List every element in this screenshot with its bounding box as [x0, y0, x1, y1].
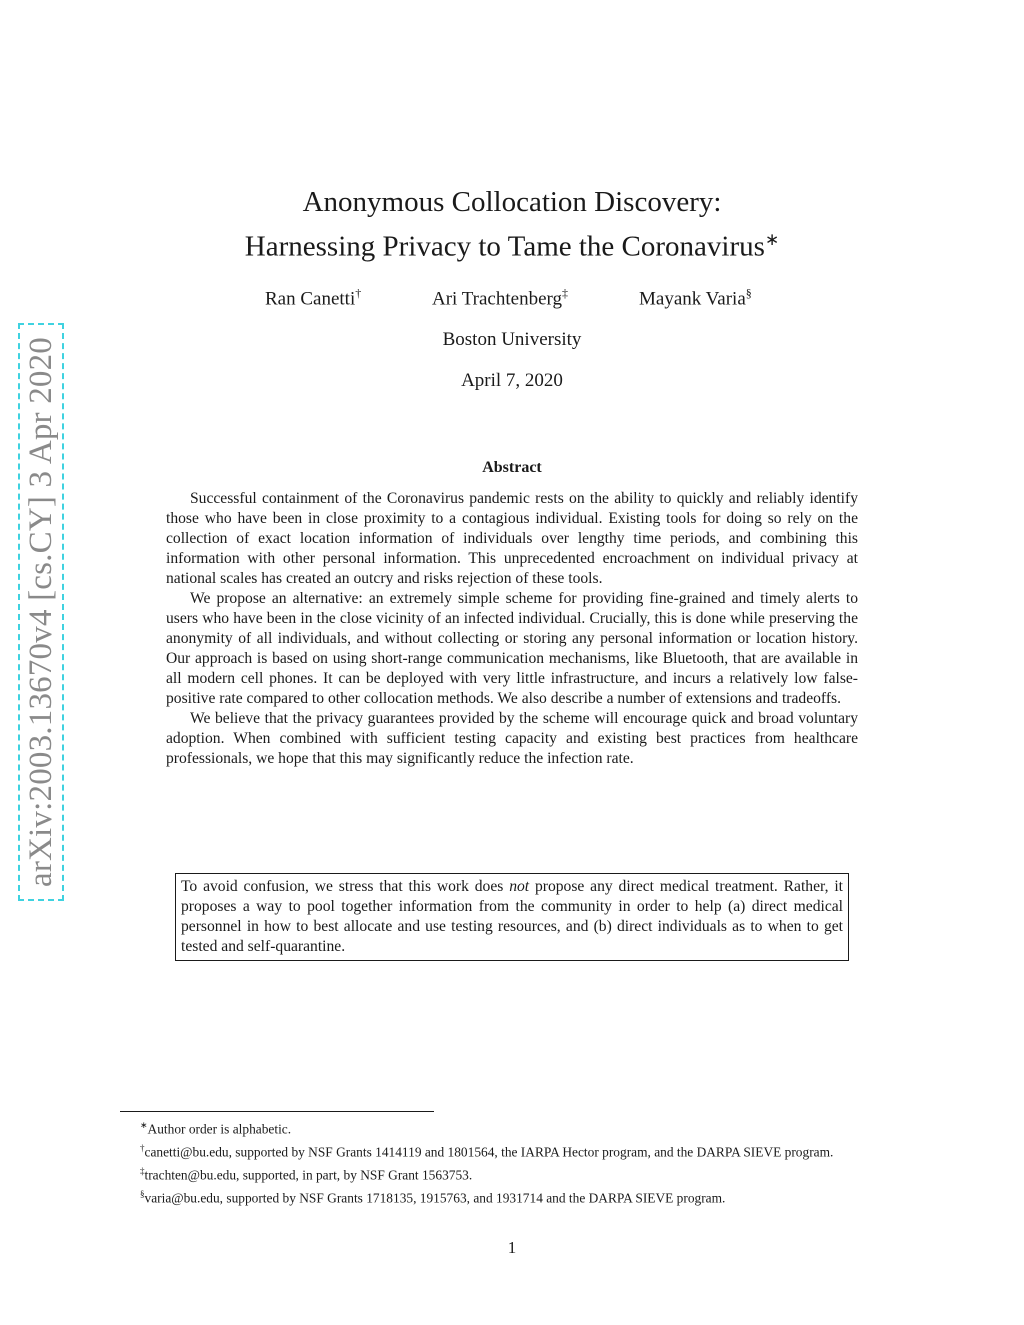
author-name: Ari Trachtenberg [432, 288, 562, 310]
publication-date: April 7, 2020 [461, 370, 563, 391]
title-line-2 [200, 221, 824, 266]
title-footnote-mark[interactable]: ∗ [764, 230, 780, 249]
footnote-text: varia@bu.edu, supported by NSF Grants 1718135, 1915763, and 1931714 and the DARPA SIEVE program. [144, 1190, 726, 1206]
disclaimer-text-before: To avoid confusion, we stress that this work does [181, 878, 510, 895]
affiliation: Boston University [442, 329, 582, 350]
disclaimer-emphasis: not [509, 878, 530, 895]
footnote-author-order [120, 1116, 904, 1139]
footnote-text: canetti@bu.edu, supported by NSF Grants 1414119 and 1801564, the IARPA Hector program, and the DARPA SIEVE program. [144, 1144, 834, 1160]
footnote-mark: § [140, 1188, 145, 1199]
page-number: 1 [507, 1238, 517, 1257]
author-trachtenberg [432, 281, 568, 311]
title-line-2-text: Harnessing Privacy to Tame the Coronavirus [244, 230, 765, 263]
footnotes [120, 1116, 904, 1208]
footnote-mark: ‡ [140, 1165, 145, 1176]
arxiv-identifier[interactable]: arXiv:2003.13670v4 [cs.CY] 3 Apr 2020 [23, 337, 59, 888]
abstract-heading: Abstract [482, 459, 542, 476]
footnote-text: Author order is alphabetic. [147, 1121, 292, 1137]
abstract-paragraph: We propose an alternative: an extremely simple scheme for providing fine-grained and timely alerts to users who have been in the close vicinity of an infected individual. Crucially, this is done while preserving the anonymity of all individuals, and without collecting or storing any personal information or location history. Our approach is based on using short-range communication mechanisms, like Bluetooth, that are available in all modern cell phones. It can be deployed with very little infrastructure, and incurs a relatively low false-positive rate compared to other collocation methods. We also describe a number of extensions and tradeoffs. [166, 590, 858, 707]
abstract-paragraph: Successful containment of the Coronavirus pandemic rests on the ability to quickly and reliably identify those who have been in close proximity to a contagious individual. Existing tools for doing so rely on the collection of exact location information of individuals over lengthy time periods, and combining this information with other personal information. This unprecedented encroachment on individual privacy at national scales has created an outcry and risks rejection of these tools. [166, 490, 858, 587]
abstract-paragraph: We believe that the privacy guarantees provided by the scheme will encourage quick and broad voluntary adoption. When combined with sufficient testing capacity and existing best practices from healthcare professionals, we hope that this may significantly reduce the infection rate. [166, 710, 858, 767]
footnote-mark: † [140, 1142, 145, 1153]
footnote-mark: ∗ [140, 1120, 148, 1130]
footnote-varia [120, 1185, 904, 1208]
footnote-canetti [120, 1139, 904, 1162]
author-footnote-mark[interactable]: ‡ [562, 286, 568, 300]
footnote-divider [120, 1111, 434, 1112]
author-varia [639, 281, 752, 311]
author-canetti [265, 281, 361, 311]
disclaimer-text-after: propose any direct medical treatment. Rather, it proposes a way to pool together information from the community in order to help (a) direct medical personnel in how to best allocate and use testing resources, and (b) direct individuals as to when to get tested and self-quarantine. [181, 878, 843, 955]
footnote-trachtenberg [120, 1162, 904, 1185]
footnote-text: trachten@bu.edu, supported, in part, by NSF Grant 1563753. [144, 1167, 473, 1183]
title-line-1: Anonymous Collocation Discovery: [302, 186, 722, 218]
author-name: Ran Canetti [265, 288, 356, 310]
abstract-body [166, 489, 858, 769]
disclaimer-box [175, 873, 849, 961]
author-footnote-mark[interactable]: § [745, 286, 752, 300]
author-footnote-mark[interactable]: † [355, 286, 362, 300]
author-name: Mayank Varia [639, 288, 746, 310]
paper-title [200, 184, 824, 266]
